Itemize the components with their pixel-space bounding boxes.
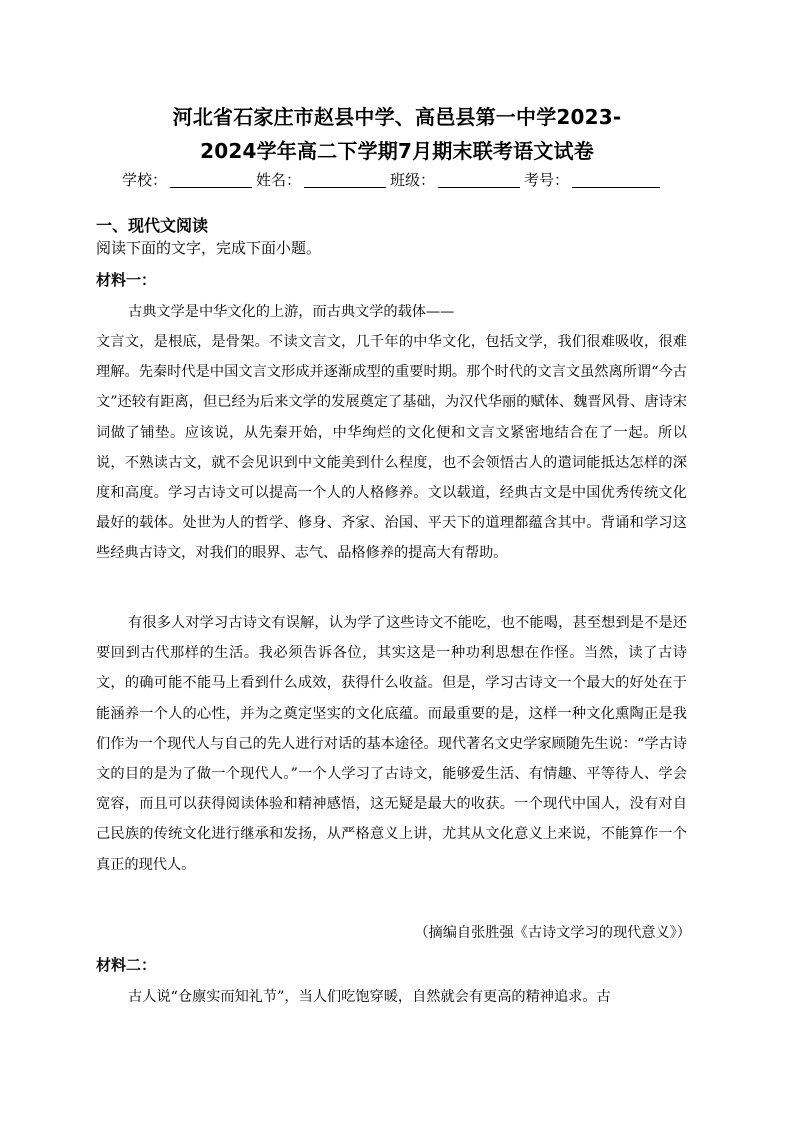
- section-heading-modern-reading: 一、现代文阅读: [96, 216, 209, 235]
- material-2-paragraph-1: 古人说“仓廪实而知礼节”，当人们吃饱穿暖，自然就会有更高的精神追求。古: [128, 989, 611, 1005]
- exam-title-line-2: 2024学年高二下学期7月期末联考语文试卷: [200, 139, 594, 163]
- material-1-source: （摘编自张胜强《古诗文学习的现代意义》）: [414, 925, 691, 941]
- school-blank[interactable]: [170, 171, 252, 188]
- name-label: 姓名：: [256, 171, 302, 189]
- material-1-paragraph-1: 古典文学是中华文化的上游，而古典文学的载体——: [128, 304, 455, 320]
- name-blank[interactable]: [304, 171, 386, 188]
- material-1-paragraph-3: 有很多人对学习古诗文有误解，认为学了这些诗文不能吃，也不能喝，甚至想到是不是还要回到古代那样的生活。我必须告诉各位，其实这是一种功利思想在作怪。当然，读了古诗文，的确可能不能马上看到什么成效，获得什么收益。但是，学习古诗文一个最大的好处在于能涵养一个人的心性，并为之奠定坚实的文化底蕴。而最重要的是，这样一种文化熏陶正是我们作为一个现代人与自己的先人进行对话的基本途径。现代著名文史学家顾随先生说：“学古诗文的目的是为了做一个现代人。”一个人学习了古诗文，能够爱生活、有情趣、平等待人、学会宽容，而且可以获得阅读体验和精神感悟，这无疑是最大的收获。一个现代中国人，没有对自己民族的传统文化进行继承和发扬，从严格意义上讲，尤其从文化意义上来说，不能算作一个真正的现代人。: [96, 615, 687, 873]
- student-info-line: [122, 168, 682, 192]
- reading-instruction: 阅读下面的文字，完成下面小题。: [96, 239, 322, 257]
- exam-number-blank[interactable]: [572, 171, 660, 188]
- material-1-label: 材料一：: [96, 271, 157, 289]
- class-blank[interactable]: [438, 171, 520, 188]
- material-2-label: 材料二：: [96, 956, 157, 974]
- exam-title-line-1: 河北省石家庄市赵县中学、高邑县第一中学2023-: [172, 105, 622, 129]
- class-label: 班级：: [390, 171, 436, 189]
- exam-number-label: 考号：: [524, 171, 570, 189]
- school-label: 学校：: [122, 171, 168, 189]
- material-1-paragraph-2: 文言文，是根底，是骨架。不读文言文，几千年的中华文化，包括文学，我们很难吸收，很难理解。先秦时代是中国文言文形成并逐渐成型的重要时期。那个时代的文言文虽然离所谓“今古文”还较有距离，但已经为后来文学的发展奠定了基础，为汉代华丽的赋体、魏晋风骨、唐诗宋词做了铺垫。应该说，从先秦开始，中华绚烂的文化便和文言文紧密地结合在了一起。所以说，不熟读古文，就不会见识到中文能美到什么程度，也不会领悟古人的遣词能抵达怎样的深度和高度。学习古诗文可以提高一个人的人格修养。文以载道，经典古文是中国优秀传统文化最好的载体。处世为人的哲学、修身、齐家、治国、平天下的道理都蕴含其中。背诵和学习这些经典古诗文，对我们的眼界、志气、品格修养的提高大有帮助。: [96, 334, 687, 562]
